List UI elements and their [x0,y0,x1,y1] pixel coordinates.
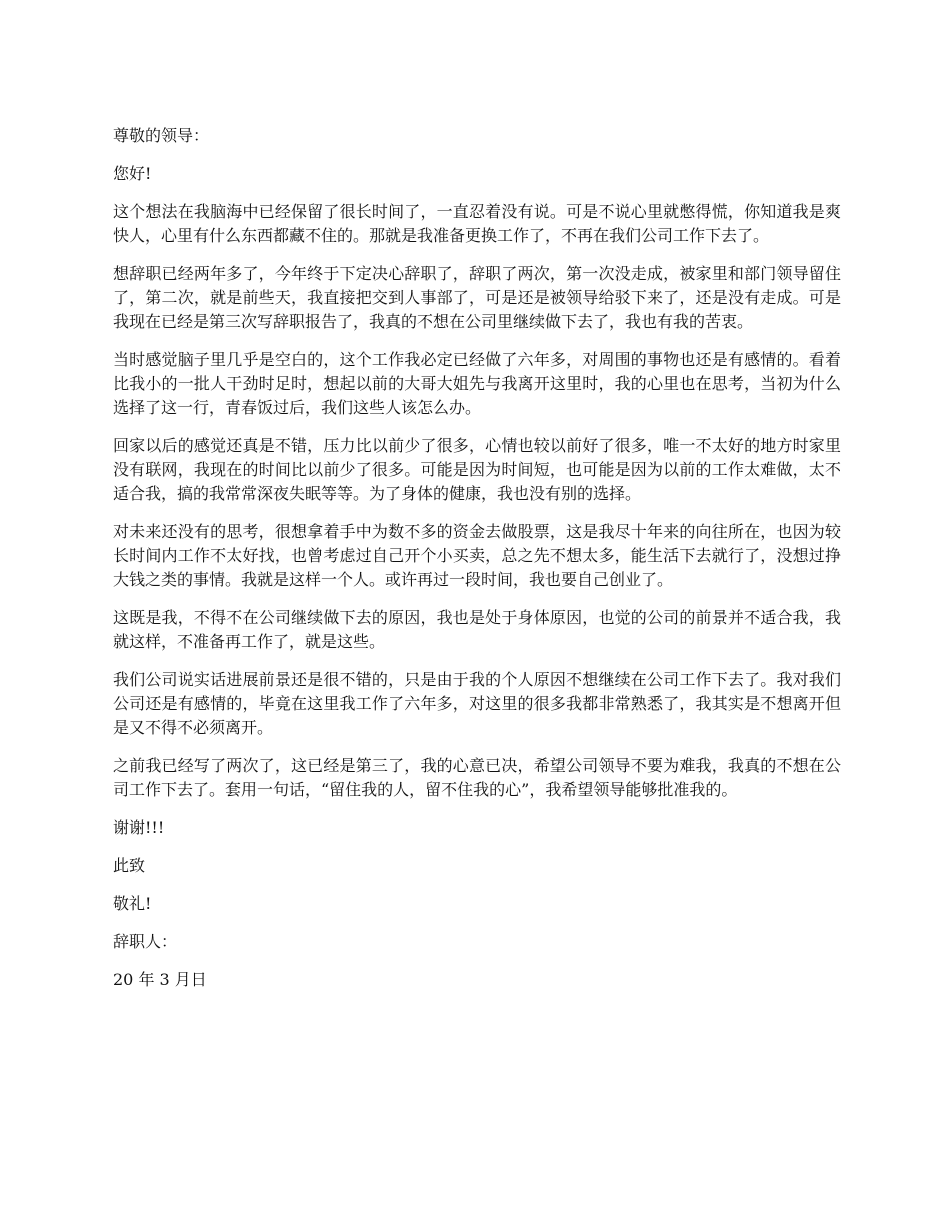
salutation: 尊敬的领导： [113,126,210,145]
thanks-line: 谢谢!!! [113,818,165,837]
paragraph: 这个想法在我脑海中已经保留了很长时间了，一直忍着没有说。可是不说心里就憋得慌，你知道我是爽快人，心里有什么东西都藏不住的。那就是我准备更换工作了，不再在我们公司工作下去了。 [113,202,841,245]
paragraph: 回家以后的感觉还真是不错，压力比以前少了很多，心情也较以前好了很多，唯一不太好的地方时家里没有联网，我现在的时间比以前少了很多。可能是因为时间短，也可能是因为以前的工作太难做，太不适合我，搞的我常常深夜失眠等等。为了身体的健康，我也没有别的选择。 [113,436,841,503]
greeting: 您好! [113,164,152,183]
date-line: 20 年 3 月日 [113,970,207,989]
paragraph: 这既是我，不得不在公司继续做下去的原因，我也是处于身体原因，也觉的公司的前景并不适合我，我就这样，不准备再工作了，就是这些。 [113,608,841,651]
paragraph: 当时感觉脑子里几乎是空白的，这个工作我必定已经做了六年多，对周围的事物也还是有感情的。看着比我小的一批人干劲时足时，想起以前的大哥大姐先与我离开这里时，我的心里也在思考，当初为什么选择了这一行，青春饭过后，我们这些人该怎么办。 [113,350,841,417]
closing-line: 此致 [113,856,146,875]
paragraph: 之前我已经写了两次了，这已经是第三了，我的心意已决，希望公司领导不要为难我，我真的不想在公司工作下去了。套用一句话，“留住我的人，留不住我的心”，我希望领导能够批准我的。 [113,756,841,799]
paragraph: 我们公司说实话进展前景还是很不错的，只是由于我的个人原因不想继续在公司工作下去了。我对我们公司还是有感情的，毕竟在这里我工作了六年多，对这里的很多我都非常熟悉了，我其实是不想离开但是又不得不必须离开。 [113,670,841,737]
paragraph: 对未来还没有的思考，很想拿着手中为数不多的资金去做股票，这是我尽十年来的向往所在，也因为较长时间内工作不太好找，也曾考虑过自己开个小买卖，总之先不想太多，能生活下去就行了，没想过挣大钱之类的事情。我就是这样一个人。或许再过一段时间，我也要自己创业了。 [113,522,841,589]
letter-body [113,124,841,1006]
signature-label: 辞职人： [113,932,178,951]
regards-line: 敬礼! [113,894,152,913]
paragraph: 想辞职已经两年多了，今年终于下定决心辞职了，辞职了两次，第一次没走成，被家里和部门领导留住了，第二次，就是前些天，我直接把交到人事部了，可是还是被领导给驳下来了，还是没有走成。可是我现在已经是第三次写辞职报告了，我真的不想在公司里继续做下去了，我也有我的苦衷。 [113,264,841,331]
